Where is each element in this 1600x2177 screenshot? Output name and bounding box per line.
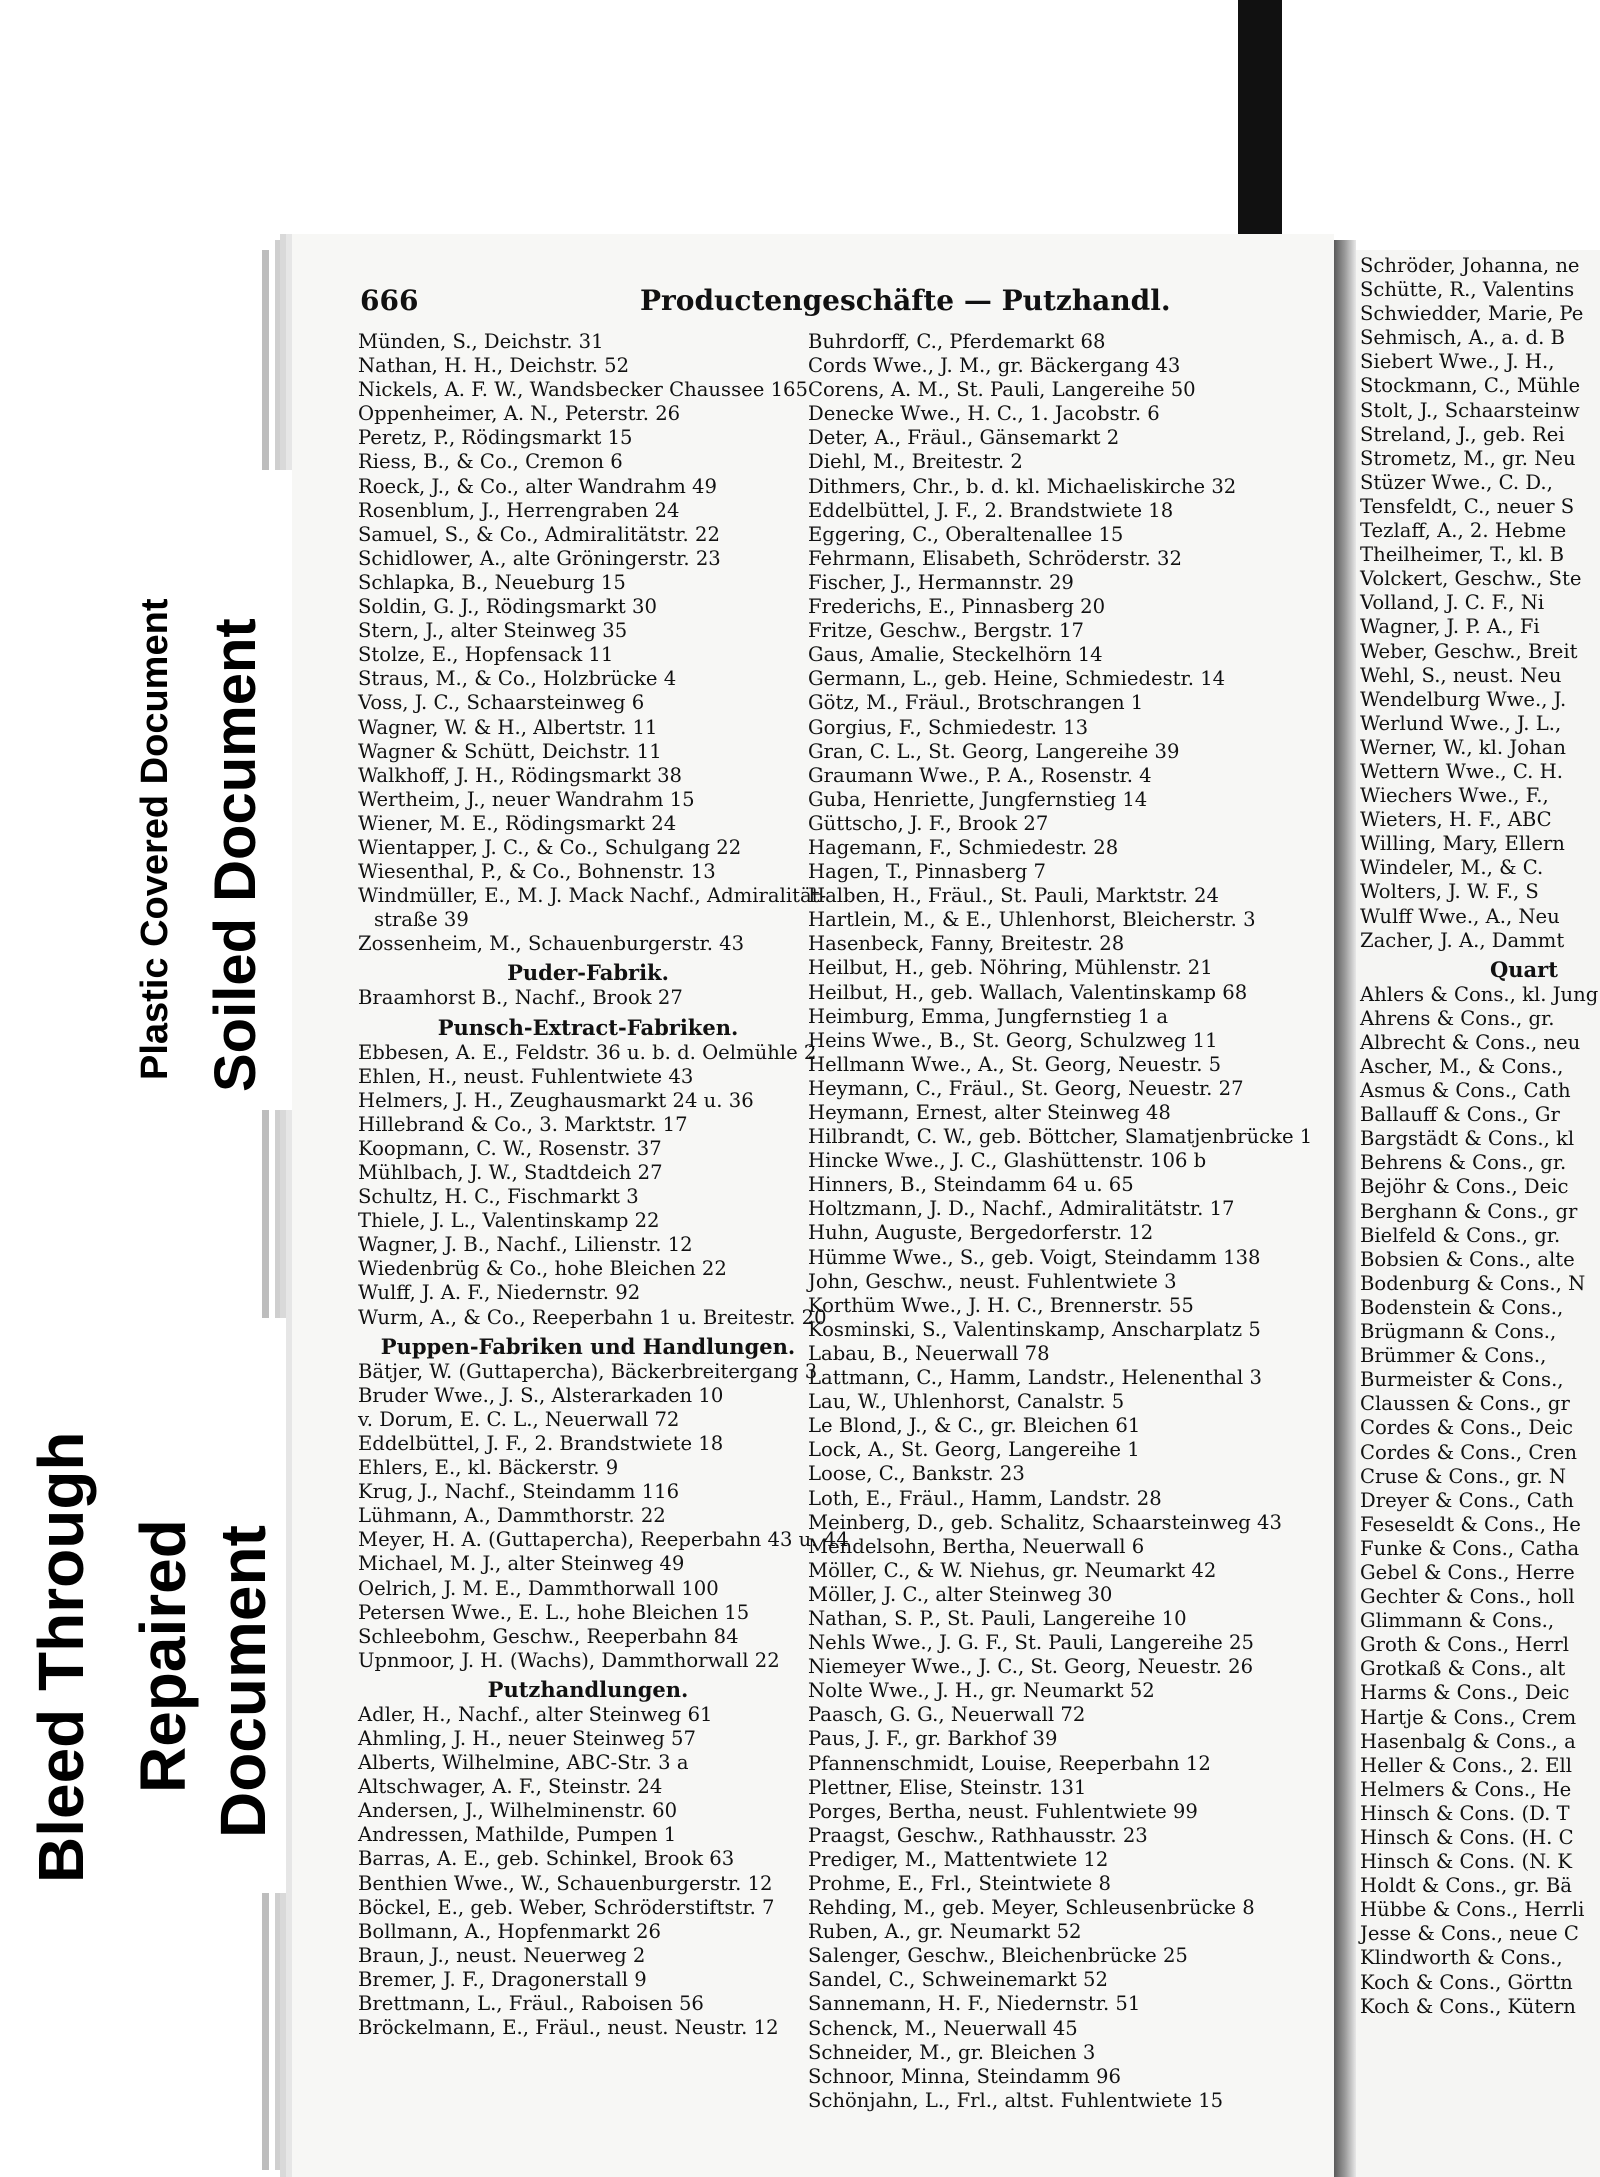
- directory-entry: Volckert, Geschw., Ste: [1360, 567, 1582, 591]
- directory-entry: Hilbrandt, C. W., geb. Böttcher, Slamatjenbrücke 1: [808, 1125, 1313, 1149]
- directory-entry: Fischer, J., Hermannstr. 29: [808, 570, 1074, 594]
- directory-entry: Altschwager, A. F., Steinstr. 24: [358, 1775, 663, 1799]
- directory-entry: Burmeister & Cons.,: [1360, 1368, 1564, 1392]
- directory-entry: Fritze, Geschw., Bergstr. 17: [808, 619, 1084, 643]
- directory-entry: Münden, S., Deichstr. 31: [358, 330, 604, 353]
- directory-entry: Sannemann, H. F., Niedernstr. 51: [808, 1992, 1141, 2016]
- directory-entry: Streland, J., geb. Rei: [1360, 422, 1565, 446]
- directory-entry: Zacher, J. A., Dammt: [1360, 928, 1565, 952]
- directory-entry: Koopmann, C. W., Rosenstr. 37: [358, 1136, 662, 1160]
- directory-entry: Ascher, M., & Cons.,: [1360, 1055, 1564, 1078]
- directory-entry: Wieters, H. F., ABC: [1360, 808, 1552, 832]
- directory-entry: Hartlein, M., & E., Uhlenhorst, Bleicherstr. 3: [808, 908, 1256, 932]
- directory-entry: Niemeyer Wwe., J. C., St. Georg, Neuestr. 26: [808, 1655, 1254, 1679]
- directory-entry: Ehlen, H., neust. Fuhlentwiete 43: [358, 1064, 694, 1088]
- directory-entry: Wiesenthal, P., & Co., Bohnenstr. 13: [358, 860, 716, 884]
- directory-entry: Rehding, M., geb. Meyer, Schleusenbrücke 8: [808, 1896, 1255, 1920]
- directory-entry: Frederichs, E., Pinnasberg 20: [808, 595, 1106, 619]
- directory-entry: Gorgius, F., Schmiedestr. 13: [808, 715, 1089, 739]
- directory-entry: Huhn, Auguste, Bergedorferstr. 12: [808, 1221, 1154, 1245]
- column-2: [808, 330, 1328, 2113]
- directory-entry: Hincke Wwe., J. C., Glashüttenstr. 106 b: [808, 1149, 1207, 1173]
- directory-entry: Dithmers, Chr., b. d. kl. Michaeliskirche 32: [808, 474, 1237, 498]
- directory-entry: Bröckelmann, E., Fräul., neust. Neustr. 12: [358, 2016, 779, 2040]
- directory-entry: Ehlers, E., kl. Bäckerstr. 9: [358, 1456, 619, 1480]
- directory-entry: Götz, M., Fräul., Brotschrangen 1: [808, 691, 1144, 715]
- directory-entry: Denecke Wwe., H. C., 1. Jacobstr. 6: [808, 402, 1160, 426]
- page-number: 666: [360, 284, 419, 317]
- directory-entry: Stern, J., alter Steinweg 35: [358, 619, 628, 643]
- entry-continuation: straße 39: [374, 908, 469, 932]
- column-1: [358, 330, 849, 2040]
- directory-entry: Corens, A. M., St. Pauli, Langereihe 50: [808, 378, 1196, 402]
- directory-entry: Bargstädt & Cons., kl: [1360, 1127, 1575, 1151]
- directory-entry: Schwiedder, Marie, Pe: [1360, 302, 1584, 326]
- directory-entry: Weber, Geschw., Breit: [1360, 639, 1578, 663]
- directory-entry: Heymann, C., Fräul., St. Georg, Neuestr. 27: [808, 1076, 1244, 1100]
- label-document: Document: [207, 1525, 279, 1838]
- directory-entry: Möller, C., & W. Niehus, gr. Neumarkt 42: [808, 1558, 1217, 1582]
- directory-entry: Tezlaff, A., 2. Hebme: [1360, 519, 1567, 543]
- directory-entry: Klindworth & Cons.,: [1360, 1946, 1563, 1970]
- directory-entry: Hümme Wwe., S., geb. Voigt, Steindamm 138: [808, 1245, 1261, 1269]
- directory-entry: Volland, J. C. F., Ni: [1360, 591, 1545, 615]
- book-gutter: [1334, 240, 1356, 2177]
- directory-entry: Harms & Cons., Deic: [1360, 1681, 1570, 1705]
- directory-entry: Güttscho, J. F., Brook 27: [808, 811, 1049, 835]
- directory-entry: Helmers, J. H., Zeughausmarkt 24 u. 36: [358, 1088, 754, 1112]
- page-title: Productengeschäfte — Putzhandl.: [640, 284, 1171, 317]
- directory-entry: Wehl, S., neust. Neu: [1360, 663, 1562, 687]
- directory-entry: Schenck, M., Neuerwall 45: [808, 2016, 1078, 2040]
- directory-entry: Holdt & Cons., gr. Bä: [1360, 1874, 1572, 1898]
- directory-entry: Ballauff & Cons., Gr: [1360, 1103, 1560, 1127]
- directory-entry: Lühmann, A., Dammthorstr. 22: [358, 1504, 666, 1528]
- directory-entry: Bodenstein & Cons.,: [1360, 1295, 1564, 1319]
- directory-entry: Loose, C., Bankstr. 23: [808, 1462, 1025, 1486]
- directory-entry: Braun, J., neust. Neuerweg 2: [358, 1943, 646, 1967]
- directory-entry: Ebbesen, A. E., Feldstr. 36 u. b. d. Oelmühle 2: [358, 1040, 817, 1064]
- label-bleed-through: Bleed Through: [25, 1431, 97, 1883]
- directory-entry: Gechter & Cons., holl: [1360, 1585, 1575, 1609]
- directory-entry: Wulff Wwe., A., Neu: [1360, 904, 1560, 928]
- scanner-bar-top: [1238, 0, 1282, 240]
- directory-entry: Wurm, A., & Co., Reeperbahn 1 u. Breitestr. 20: [358, 1305, 827, 1329]
- directory-entry: Bobsien & Cons., alte: [1360, 1247, 1575, 1271]
- directory-entry: Salenger, Geschw., Bleichenbrücke 25: [808, 1944, 1188, 1968]
- directory-entry: Hartje & Cons., Crem: [1360, 1705, 1577, 1729]
- directory-entry: Claussen & Cons., gr: [1360, 1392, 1570, 1416]
- directory-entry: Bruder Wwe., J. S., Alsterarkaden 10: [358, 1383, 724, 1407]
- directory-entry: Buhrdorff, C., Pferdemarkt 68: [808, 330, 1106, 353]
- directory-entry: Halben, H., Fräul., St. Pauli, Marktstr. 24: [808, 884, 1219, 908]
- directory-entry: Cordes & Cons., Deic: [1360, 1416, 1573, 1440]
- directory-entry: Wagner, J. B., Nachf., Lilienstr. 12: [358, 1233, 693, 1257]
- section-heading: Putzhandlungen.: [487, 1676, 689, 1702]
- directory-entry: Wientapper, J. C., & Co., Schulgang 22: [358, 835, 742, 859]
- directory-entry: Tensfeldt, C., neuer S: [1360, 494, 1575, 518]
- directory-entry: Stolt, J., Schaarsteinw: [1360, 398, 1580, 422]
- directory-entry: Hasenbeck, Fanny, Breitestr. 28: [808, 932, 1125, 956]
- directory-entry: Wagner & Schütt, Deichstr. 11: [358, 739, 662, 763]
- directory-entry: Heilbut, H., geb. Wallach, Valentinskamp 68: [808, 980, 1248, 1004]
- directory-entry: Sandel, C., Schweinemarkt 52: [808, 1968, 1108, 1992]
- directory-entry: Bremer, J. F., Dragonerstall 9: [358, 1967, 647, 1991]
- directory-entry: Siebert Wwe., J. H.,: [1360, 350, 1555, 374]
- directory-entry: Bollmann, A., Hopfenmarkt 26: [358, 1919, 661, 1943]
- directory-entry: Oppenheimer, A. N., Peterstr. 26: [358, 402, 681, 426]
- label-plastic-covered: Plastic Covered Document: [134, 598, 176, 1080]
- directory-entry: Funke & Cons., Catha: [1360, 1536, 1580, 1560]
- directory-entry: Michael, M. J., alter Steinweg 49: [358, 1552, 685, 1576]
- directory-entry: Cruse & Cons., gr. N: [1360, 1464, 1567, 1488]
- directory-entry: Mühlbach, J. W., Stadtdeich 27: [358, 1161, 663, 1184]
- directory-entry: Wiedenbrüg & Co., hohe Bleichen 22: [358, 1257, 727, 1281]
- directory-entry: Wiener, M. E., Rödingsmarkt 24: [358, 811, 677, 835]
- label-bleed-repaired: [16, 1318, 286, 1893]
- directory-entry: Lattmann, C., Hamm, Landstr., Helenenthal 3: [808, 1366, 1262, 1390]
- directory-entry: Berghann & Cons., gr: [1360, 1199, 1578, 1223]
- directory-entry: Heilbut, H., geb. Nöhring, Mühlenstr. 21: [808, 956, 1213, 980]
- directory-entry: Werner, W., kl. Johan: [1360, 735, 1566, 759]
- directory-entry: Thiele, J. L., Valentinskamp 22: [358, 1209, 660, 1233]
- directory-entry: Korthüm Wwe., J. H. C., Brennerstr. 55: [808, 1293, 1194, 1317]
- directory-entry: Guba, Henriette, Jungfernstieg 14: [808, 787, 1148, 811]
- section-heading: Punsch-Extract-Fabriken.: [437, 1014, 739, 1040]
- directory-entry: Graumann Wwe., P. A., Rosenstr. 4: [808, 763, 1152, 787]
- directory-entry: Gebel & Cons., Herre: [1360, 1560, 1575, 1584]
- directory-entry: Grotkaß & Cons., alt: [1360, 1657, 1566, 1681]
- directory-entry: Prohme, E., Frl., Steintwiete 8: [808, 1872, 1111, 1895]
- directory-entry: Straus, M., & Co., Holzbrücke 4: [358, 667, 677, 691]
- directory-entry: Benthien Wwe., W., Schauenburgerstr. 12: [358, 1871, 773, 1895]
- directory-entry: Schönjahn, L., Frl., altst. Fuhlentwiete 15: [808, 2088, 1224, 2112]
- directory-entry: Voss, J. C., Schaarsteinweg 6: [358, 691, 645, 715]
- directory-entry: Hinsch & Cons. (H. C: [1360, 1826, 1574, 1849]
- directory-entry: Eddelbüttel, J. F., 2. Brandstwiete 18: [358, 1431, 724, 1455]
- directory-entry: Heins Wwe., B., St. Georg, Schulzweg 11: [808, 1028, 1218, 1052]
- directory-entry: v. Dorum, E. C. L., Neuerwall 72: [358, 1407, 680, 1431]
- directory-entry: Alberts, Wilhelmine, ABC-Str. 3 a: [358, 1751, 689, 1775]
- directory-entry: Hagemann, F., Schmiedestr. 28: [808, 835, 1119, 859]
- directory-entry: Glimmann & Cons.,: [1360, 1609, 1555, 1633]
- directory-entry: Zossenheim, M., Schauenburgerstr. 43: [358, 932, 745, 956]
- directory-entry: Bodenburg & Cons., N: [1360, 1271, 1586, 1295]
- directory-entry: Krug, J., Nachf., Steindamm 116: [358, 1480, 680, 1504]
- directory-entry: Andersen, J., Wilhelminenstr. 60: [358, 1799, 678, 1823]
- directory-entry: Wertheim, J., neuer Wandrahm 15: [358, 787, 695, 811]
- directory-entry: Cords Wwe., J. M., gr. Bäckergang 43: [808, 354, 1181, 378]
- directory-entry: Behrens & Cons., gr.: [1360, 1151, 1567, 1175]
- directory-entry: Germann, L., geb. Heine, Schmiedestr. 14: [808, 667, 1226, 691]
- directory-entry: Heimburg, Emma, Jungfernstieg 1 a: [808, 1004, 1169, 1028]
- directory-entry: Böckel, E., geb. Weber, Schröderstiftstr. 7: [358, 1895, 775, 1919]
- directory-entry: Jesse & Cons., neue C: [1360, 1922, 1579, 1946]
- directory-entry: Holtzmann, J. D., Nachf., Admiralitätstr. 17: [808, 1197, 1235, 1221]
- directory-entry: Nolte Wwe., J. H., gr. Neumarkt 52: [808, 1679, 1155, 1703]
- directory-entry: Schultz, H. C., Fischmarkt 3: [358, 1185, 639, 1209]
- directory-entry: Hellmann Wwe., A., St. Georg, Neuestr. 5: [808, 1052, 1222, 1076]
- label-plastic-soiled: [82, 470, 292, 1110]
- directory-entry: Hinners, B., Steindamm 64 u. 65: [808, 1173, 1134, 1197]
- directory-entry: Hinsch & Cons. (N. K: [1360, 1850, 1573, 1874]
- directory-entry: Loth, E., Fräul., Hamm, Landstr. 28: [808, 1486, 1162, 1510]
- directory-entry: Wettern Wwe., C. H.: [1360, 759, 1563, 783]
- directory-entry: Bätjer, W. (Guttapercha), Bäckerbreitergang 3: [358, 1359, 818, 1383]
- directory-entry: Sehmisch, A., a. d. B: [1360, 326, 1565, 350]
- directory-entry: Walkhoff, J. H., Rödingsmarkt 38: [358, 763, 683, 787]
- directory-entry: Groth & Cons., Herrl: [1360, 1633, 1570, 1657]
- column-3: [1360, 254, 1598, 2019]
- directory-entry: Fehrmann, Elisabeth, Schröderstr. 32: [808, 546, 1182, 570]
- directory-entry: Brettmann, L., Fräul., Raboisen 56: [358, 1992, 704, 2015]
- directory-entry: Pfannenschmidt, Louise, Reeperbahn 12: [808, 1751, 1211, 1775]
- directory-entry: Hasenbalg & Cons., a: [1360, 1729, 1576, 1753]
- directory-entry: Feseseldt & Cons., He: [1360, 1512, 1581, 1536]
- directory-entry: Adler, H., Nachf., alter Steinweg 61: [358, 1702, 713, 1726]
- directory-entry: Hillebrand & Co., 3. Marktstr. 17: [358, 1112, 688, 1136]
- directory-entry: Rosenblum, J., Herrengraben 24: [358, 498, 680, 522]
- directory-entry: Hübbe & Cons., Herrli: [1360, 1898, 1585, 1922]
- section-heading: Puppen-Fabriken und Handlungen.: [380, 1333, 796, 1359]
- directory-entry: Wagner, J. P. A., Fi: [1360, 615, 1540, 639]
- directory-entry: Lock, A., St. Georg, Langereihe 1: [808, 1438, 1140, 1462]
- directory-entry: Hinsch & Cons. (D. T: [1360, 1801, 1570, 1825]
- directory-entry: Willing, Mary, Ellern: [1360, 832, 1565, 856]
- directory-entry: Lau, W., Uhlenhorst, Canalstr. 5: [808, 1390, 1125, 1414]
- directory-entry: Theilheimer, T., kl. B: [1360, 543, 1565, 567]
- directory-entry: Asmus & Cons., Cath: [1360, 1079, 1571, 1103]
- directory-entry: Deter, A., Fräul., Gänsemarkt 2: [808, 426, 1120, 450]
- directory-entry: Brügmann & Cons.,: [1360, 1320, 1557, 1344]
- directory-entry: Koch & Cons., Kütern: [1360, 1994, 1576, 2018]
- directory-entry: Wagner, W. & H., Albertstr. 11: [358, 715, 658, 739]
- label-soiled: Soiled Document: [203, 618, 268, 1092]
- directory-entry: Oelrich, J. M. E., Dammthorwall 100: [358, 1576, 719, 1600]
- directory-entry: Nehls Wwe., J. G. F., St. Pauli, Langereihe 25: [808, 1631, 1254, 1655]
- directory-entry: Wiechers Wwe., F.,: [1360, 784, 1549, 808]
- directory-entry: Le Blond, J., & C., gr. Bleichen 61: [808, 1414, 1141, 1438]
- directory-entry: Möller, J. C., alter Steinweg 30: [808, 1582, 1113, 1606]
- directory-entry: Schidlower, A., alte Gröningerstr. 23: [358, 546, 721, 570]
- directory-entry: Hagen, T., Pinnasberg 7: [808, 860, 1047, 884]
- directory-entry: Windmüller, E., M. J. Mack Nachf., Admiralität-: [358, 884, 827, 908]
- directory-entry: Nathan, S. P., St. Pauli, Langereihe 10: [808, 1606, 1187, 1630]
- directory-entry: Helmers & Cons., He: [1360, 1777, 1572, 1801]
- directory-entry: Kosminski, S., Valentinskamp, Anscharplatz 5: [808, 1317, 1261, 1341]
- directory-entry: Stockmann, C., Mühle: [1360, 374, 1581, 398]
- directory-entry: Peretz, P., Rödingsmarkt 15: [358, 426, 633, 450]
- directory-entry: Petersen Wwe., E. L., hohe Bleichen 15: [358, 1600, 750, 1624]
- directory-entry: Andressen, Mathilde, Pumpen 1: [358, 1823, 677, 1847]
- directory-entry: Ahlers & Cons., kl. Jung: [1360, 982, 1599, 1006]
- directory-entry: Prediger, M., Mattentwiete 12: [808, 1847, 1109, 1871]
- directory-entry: Schröder, Johanna, ne: [1360, 254, 1580, 277]
- directory-entry: Schneider, M., gr. Bleichen 3: [808, 2040, 1096, 2064]
- directory-entry: Soldin, G. J., Rödingsmarkt 30: [358, 595, 657, 619]
- directory-entry: Praagst, Geschw., Rathhausstr. 23: [808, 1823, 1148, 1847]
- directory-entry: Nathan, H. H., Deichstr. 52: [358, 354, 630, 378]
- directory-entry: Nickels, A. F. W., Wandsbecker Chaussee 165: [358, 378, 808, 402]
- directory-entry: Cordes & Cons., Cren: [1360, 1440, 1577, 1464]
- directory-entry: Ruben, A., gr. Neumarkt 52: [808, 1920, 1082, 1944]
- directory-entry: John, Geschw., neust. Fuhlentwiete 3: [808, 1269, 1177, 1293]
- directory-entry: Labau, B., Neuerwall 78: [808, 1341, 1050, 1365]
- directory-entry: Plettner, Elise, Steinstr. 131: [808, 1775, 1087, 1799]
- directory-entry: Strometz, M., gr. Neu: [1360, 446, 1576, 470]
- directory-entry: Porges, Bertha, neust. Fuhlentwiete 99: [808, 1799, 1198, 1823]
- directory-entry: Gran, C. L., St. Georg, Langereihe 39: [808, 739, 1180, 763]
- directory-entry: Paasch, G. G., Neuerwall 72: [808, 1703, 1086, 1727]
- directory-entry: Heller & Cons., 2. Ell: [1360, 1753, 1572, 1777]
- directory-entry: Barras, A. E., geb. Schinkel, Brook 63: [358, 1847, 735, 1871]
- directory-entry: Meinberg, D., geb. Schalitz, Schaarsteinweg 43: [808, 1510, 1282, 1534]
- directory-entry: Riess, B., & Co., Cremon 6: [358, 450, 623, 474]
- directory-entry: Ahrens & Cons., gr.: [1360, 1006, 1555, 1030]
- directory-entry: Bielfeld & Cons., gr.: [1360, 1223, 1561, 1247]
- directory-entry: Eddelbüttel, J. F., 2. Brandstwiete 18: [808, 498, 1174, 522]
- directory-entry: Ahmling, J. H., neuer Steinweg 57: [358, 1726, 696, 1750]
- directory-entry: Paus, J. F., gr. Barkhof 39: [808, 1727, 1058, 1751]
- directory-entry: Upnmoor, J. H. (Wachs), Dammthorwall 22: [358, 1648, 780, 1672]
- directory-entry: Koch & Cons., Görttn: [1360, 1970, 1573, 1994]
- directory-entry: Heymann, Ernest, alter Steinweg 48: [808, 1101, 1171, 1124]
- directory-entry: Bejöhr & Cons., Deic: [1360, 1175, 1569, 1199]
- section-heading: Puder-Fabrik.: [507, 960, 669, 986]
- directory-entry: Wulff, J. A. F., Niedernstr. 92: [358, 1281, 641, 1305]
- directory-entry: Schleebohm, Geschw., Reeperbahn 84: [358, 1624, 739, 1648]
- directory-entry: Wolters, J. W. F., S: [1360, 880, 1539, 904]
- label-repaired: Repaired: [127, 1519, 199, 1793]
- directory-entry: Windeler, M., & C.: [1360, 856, 1544, 880]
- directory-entry: Brümmer & Cons.,: [1360, 1344, 1547, 1368]
- directory-entry: Stüzer Wwe., C. D.,: [1360, 470, 1553, 494]
- directory-entry: Wendelburg Wwe., J.: [1360, 687, 1567, 711]
- directory-entry: Dreyer & Cons., Cath: [1360, 1488, 1574, 1512]
- directory-entry: Stolze, E., Hopfensack 11: [358, 643, 614, 667]
- directory-entry: Gaus, Amalie, Steckelhörn 14: [808, 643, 1103, 667]
- directory-entry: Braamhorst B., Nachf., Brook 27: [358, 986, 683, 1010]
- directory-entry: Mendelsohn, Bertha, Neuerwall 6: [808, 1534, 1145, 1558]
- directory-entry: Schütte, R., Valentins: [1360, 278, 1575, 302]
- directory-entry: Meyer, H. A. (Guttapercha), Reeperbahn 43 u. 44: [358, 1528, 849, 1552]
- directory-entry: Albrecht & Cons., neu: [1360, 1030, 1581, 1054]
- facing-page: [1356, 250, 1600, 2177]
- directory-entry: Diehl, M., Breitestr. 2: [808, 450, 1023, 474]
- directory-entry: Werlund Wwe., J. L.,: [1360, 711, 1562, 735]
- page-header: [360, 284, 1320, 324]
- directory-entry: Samuel, S., & Co., Admiralitätstr. 22: [358, 522, 720, 546]
- directory-entry: Schlapka, B., Neueburg 15: [358, 570, 626, 594]
- directory-entry: Eggering, C., Oberaltenallee 15: [808, 522, 1124, 546]
- directory-entry: Roeck, J., & Co., alter Wandrahm 49: [358, 474, 717, 498]
- section-heading: Quart: [1490, 956, 1558, 982]
- directory-entry: Schnoor, Minna, Steindamm 96: [808, 2064, 1121, 2088]
